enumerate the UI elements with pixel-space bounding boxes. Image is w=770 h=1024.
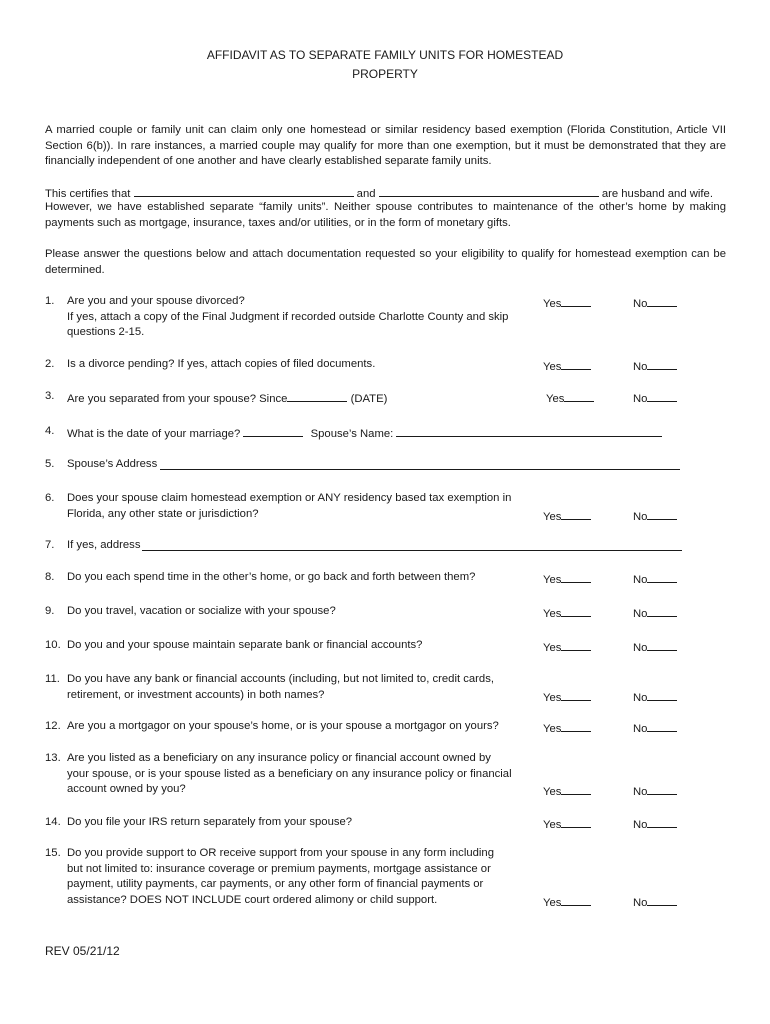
question-text: Are you separated from your spouse? Since (DATE) <box>67 389 517 408</box>
yes-answer[interactable]: Yes <box>543 507 591 526</box>
marriage-date-field[interactable] <box>243 424 303 437</box>
question-number: 12. <box>45 720 61 732</box>
question-number: 10. <box>45 639 61 651</box>
separation-date-field[interactable] <box>287 389 347 402</box>
yes-answer[interactable]: Yes <box>543 638 591 657</box>
spouse-name-field[interactable] <box>396 424 662 437</box>
question-number: 7. <box>45 539 55 551</box>
question-text: Are you a mortgagor on your spouse’s home, or is your spouse a mortgagor on yours? <box>67 720 499 732</box>
question-number: 11. <box>45 673 60 685</box>
question-text: Are you listed as a beneficiary on any insurance policy or financial account owned by your spouse, or is your spouse listed as a beneficiary on any insurance policy or financial account owned by you? <box>67 752 512 795</box>
question-number: 5. <box>45 458 55 470</box>
yes-answer[interactable]: Yes <box>543 782 591 801</box>
question-number: 3. <box>45 390 55 402</box>
document-title-line1: AFFIDAVIT AS TO SEPARATE FAMILY UNITS FOR HOMESTEAD <box>206 48 564 62</box>
question-number: 9. <box>45 605 55 617</box>
yes-answer[interactable]: Yes <box>543 570 591 589</box>
no-answer[interactable]: No <box>633 893 677 912</box>
other-exemption-address-field[interactable] <box>142 538 682 551</box>
no-answer[interactable]: No <box>633 815 677 834</box>
no-answer[interactable]: No <box>633 389 677 408</box>
no-answer[interactable]: No <box>633 719 677 738</box>
question-text: Do you travel, vacation or socialize with your spouse? <box>67 605 336 617</box>
no-answer[interactable]: No <box>633 357 677 376</box>
yes-answer[interactable]: Yes <box>543 688 591 707</box>
question-text: What is the date of your marriage? Spouse’s Name: <box>67 424 687 443</box>
no-answer[interactable]: No <box>633 507 677 526</box>
question-number: 8. <box>45 571 55 583</box>
question-text: Are you and your spouse divorced? If yes, attach a copy of the Final Judgment if recorded outside Charlotte County and skip questions 2-15. <box>67 295 509 338</box>
no-answer[interactable]: No <box>633 638 677 657</box>
question-text: Do you and your spouse maintain separate bank or financial accounts? <box>67 639 423 651</box>
question-text: Do you have any bank or financial accounts (including, but not limited to, credit cards, retirement, or investment accounts) in both names? <box>67 673 495 701</box>
yes-answer[interactable]: Yes <box>546 389 594 408</box>
second-spouse-name-field[interactable] <box>379 184 599 197</box>
certify-suffix: are husband and wife. <box>601 188 713 200</box>
question-text: Spouse’s Address <box>67 458 158 470</box>
revision-date: REV 05/21/12 <box>45 944 120 958</box>
intro-paragraph: A married couple or family unit can claim only one homestead or similar residency based exemption (Florida Constitution, Article VII Section 6(b)). In rare instances, a married couple may qualify for more than one exemption, but it must be demonstrated that they are financially independent of one another and have clearly established separate family units. <box>45 124 726 167</box>
certify-and: and <box>356 188 376 200</box>
certify-prefix: This certifies that <box>45 188 131 200</box>
no-answer[interactable]: No <box>633 294 677 313</box>
no-answer[interactable]: No <box>633 570 677 589</box>
certify-continuation: However, we have established separate “family units”. Neither spouse contributes to maintenance of the other’s home by making payments such as mortgage, insurance, taxes and/or utilities, or in the form of monetary gifts. <box>45 201 726 229</box>
no-answer[interactable]: No <box>633 688 677 707</box>
question-text: Do you each spend time in the other’s home, or go back and forth between them? <box>67 571 476 583</box>
first-spouse-name-field[interactable] <box>134 184 354 197</box>
question-text: Is a divorce pending? If yes, attach copies of filed documents. <box>67 358 376 370</box>
yes-answer[interactable]: Yes <box>543 815 591 834</box>
question-text: Do you provide support to OR receive support from your spouse in any form including but not limited to: insurance coverage or premium payments, mortgage assistance or payment, utility payments, car payments, or any other form of financial payments or assistance? DOES NOT INCLUDE court ordered alimony or child support. <box>67 847 494 906</box>
yes-answer[interactable]: Yes <box>543 604 591 623</box>
document-title-line2: PROPERTY <box>352 67 418 81</box>
question-text: Does your spouse claim homestead exemption or ANY residency based tax exemption in Florida, any other state or jurisdiction? <box>67 492 512 520</box>
no-answer[interactable]: No <box>633 604 677 623</box>
yes-answer[interactable]: Yes <box>543 294 591 313</box>
question-number: 13. <box>45 752 61 764</box>
no-answer[interactable]: No <box>633 782 677 801</box>
question-number: 1. <box>45 295 55 307</box>
yes-answer[interactable]: Yes <box>543 357 591 376</box>
instructions-paragraph: Please answer the questions below and attach documentation requested so your eligibility to qualify for homestead exemption can be determined. <box>45 248 726 276</box>
yes-answer[interactable]: Yes <box>543 893 591 912</box>
question-number: 14. <box>45 816 61 828</box>
question-number: 4. <box>45 425 55 437</box>
question-number: 15. <box>45 847 61 859</box>
question-text: If yes, address <box>67 539 141 551</box>
spouse-address-field[interactable] <box>160 457 680 470</box>
question-number: 6. <box>45 492 55 504</box>
yes-answer[interactable]: Yes <box>543 719 591 738</box>
question-number: 2. <box>45 358 55 370</box>
question-text: Do you file your IRS return separately from your spouse? <box>67 816 353 828</box>
